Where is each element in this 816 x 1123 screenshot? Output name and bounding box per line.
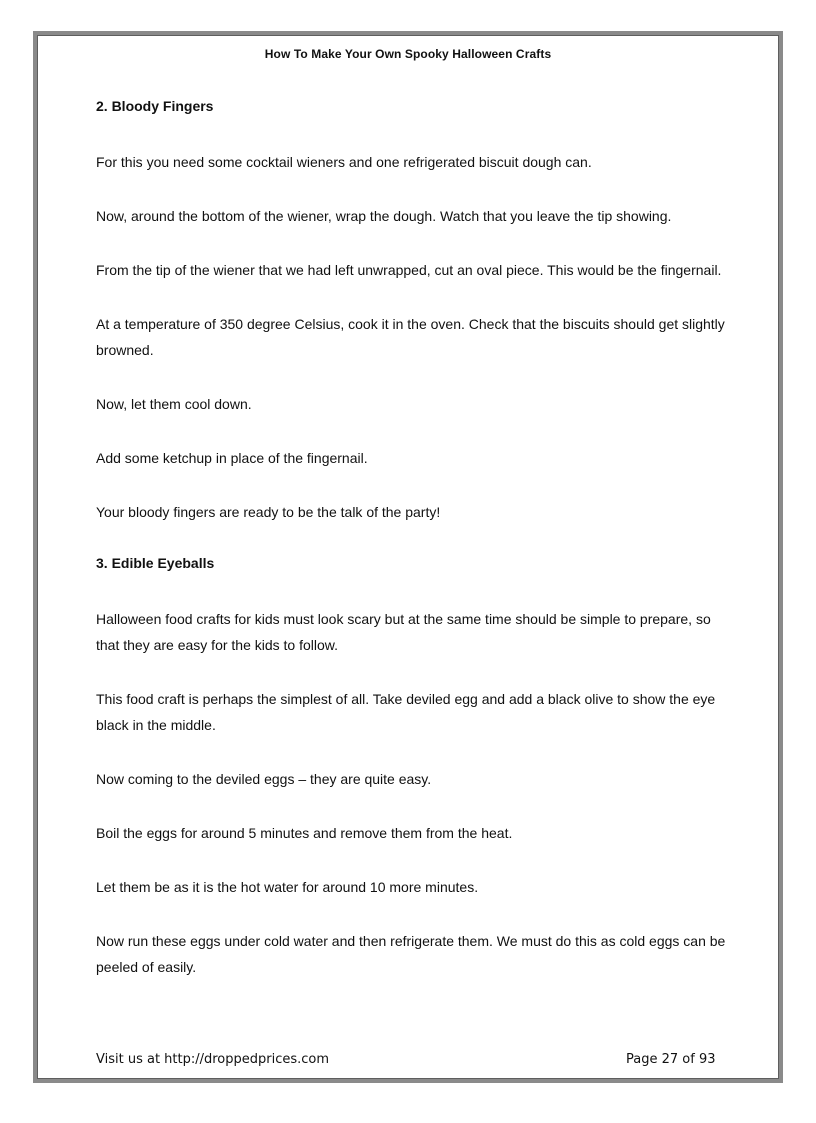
paragraph: Now run these eggs under cold water and then refrigerate them. We must do this as cold eggs can be peeled of easily. — [96, 933, 726, 975]
paragraph: From the tip of the wiener that we had left unwrapped, cut an oval piece. This would be the fingernail. — [96, 262, 722, 278]
paragraph: This food craft is perhaps the simplest of all. Take deviled egg and add a black olive to show the eye black in the middle. — [96, 691, 716, 733]
document-body — [96, 96, 726, 980]
paragraph: Add some ketchup in place of the fingernail. — [96, 450, 368, 466]
footer-visit-link[interactable]: Visit us at http://droppedprices.com — [96, 1052, 330, 1067]
paragraph: At a temperature of 350 degree Celsius, cook it in the oven. Check that the biscuits should get slightly browned. — [96, 316, 725, 358]
section-heading-bloody-fingers: 2. Bloody Fingers — [96, 98, 214, 114]
paragraph: Your bloody fingers are ready to be the talk of the party! — [96, 504, 441, 520]
paragraph: Let them be as it is the hot water for around 10 more minutes. — [96, 879, 479, 895]
paragraph: For this you need some cocktail wieners and one refrigerated biscuit dough can. — [96, 154, 592, 170]
paragraph: Halloween food crafts for kids must look scary but at the same time should be simple to prepare, so that they are easy for the kids to follow. — [96, 611, 711, 653]
paragraph: Now, let them cool down. — [96, 396, 252, 412]
paragraph: Now coming to the deviled eggs – they are quite easy. — [96, 771, 432, 787]
paragraph: Boil the eggs for around 5 minutes and remove them from the heat. — [96, 825, 513, 841]
running-header: How To Make Your Own Spooky Halloween Crafts — [264, 47, 552, 61]
section-heading-edible-eyeballs: 3. Edible Eyeballs — [96, 555, 215, 571]
footer-page-number: Page 27 of 93 — [626, 1052, 716, 1067]
paragraph: Now, around the bottom of the wiener, wrap the dough. Watch that you leave the tip showing. — [96, 208, 672, 224]
